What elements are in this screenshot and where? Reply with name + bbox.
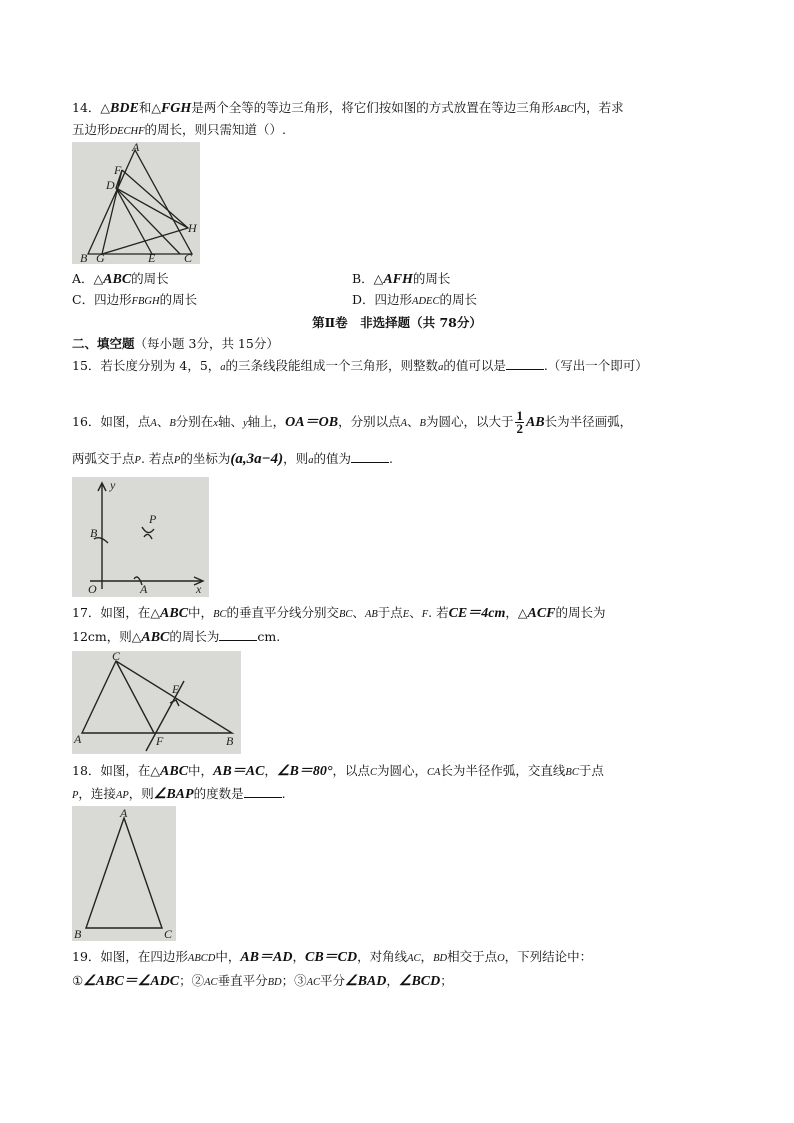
q19-line2: ①∠ABC＝∠ADC；②AC垂直平分BD；③AC平分∠BAD，∠BCD； [72, 973, 453, 989]
q18-line2: P，连接AP，则∠BAP的度数是 . [72, 786, 286, 802]
q17-line2: 12cm，则△ABC的周长为 cm. [72, 629, 281, 645]
q17-figure [72, 651, 241, 754]
q18-label-A: A [120, 806, 128, 820]
q14-option-a[interactable]: A．△ABC的周长 [72, 271, 169, 287]
q18-answer-blank[interactable] [244, 785, 282, 798]
q19-line1: 19．如图，在四边形ABCD中，AB＝AD，CB＝CD，对角线AC，BD相交于点O，下列结论中： [72, 949, 593, 965]
q14-figure [72, 142, 200, 264]
q16-label-O: O [88, 582, 97, 596]
q14-label-E: E [148, 251, 156, 264]
q16-label-B: B [90, 526, 98, 540]
q14-label-C: C [184, 251, 193, 264]
q17-triangle-diagram [72, 651, 241, 754]
q16-line1: 16．如图，点A、B分别在x轴、y轴上，OA＝OB，分别以点A、B为圆心，以大于 $\frac{1}{2}$ AB长为半径画弧， [72, 408, 633, 436]
q14-label-H: H [188, 221, 197, 235]
q14-label-A: A [132, 142, 140, 154]
q14-label-G: G [96, 251, 105, 264]
q16-label-A: A [140, 582, 148, 596]
section-title: 第Ⅱ卷 非选择题（共 78分） [312, 315, 482, 330]
q16-fraction: $\frac{1}{2}$ [516, 408, 523, 436]
q15-text: 15．若长度分别为 4，5，a的三条线段能组成一个三角形，则整数a的值可以是 .（写出一个即可） [72, 358, 648, 373]
q18-figure [72, 806, 176, 941]
q17-line1: 17．如图，在△ABC中，BC的垂直平分线分别交BC、AB于点E、F. 若CE＝4cm，△ACF的周长为 [72, 605, 606, 621]
q17-label-C: C [112, 651, 121, 663]
q15-answer-blank[interactable] [506, 357, 544, 370]
q16-line2: 两弧交于点P. 若点P的坐标为(a,3a−4)，则a的值为 . [72, 451, 393, 467]
q18-line1: 18．如图，在△ABC中，AB＝AC，∠B＝80°，以点C为圆心，CA长为半径作弧，交直线BC于点 [72, 763, 604, 779]
q14-option-c[interactable]: C．四边形FBGH的周长 [72, 292, 198, 307]
q14-option-b[interactable]: B．△AFH的周长 [352, 271, 451, 287]
q16-figure [72, 477, 209, 597]
q14-label-F: F [114, 163, 122, 177]
q14-triangle-diagram [72, 142, 200, 264]
q14-option-d[interactable]: D．四边形ADEC的周长 [352, 292, 477, 307]
q16-label-y: y [110, 478, 116, 492]
q18-triangle-diagram [72, 806, 176, 941]
q17-label-F: F [156, 734, 164, 748]
q14-line1: 14．△BDE和△FGH是两个全等的等边三角形，将它们按如图的方式放置在等边三角形ABC内，若求 [72, 100, 624, 116]
q18-label-B: B [74, 927, 82, 941]
q17-answer-blank[interactable] [219, 628, 257, 641]
q16-answer-blank[interactable] [351, 450, 389, 463]
fill-in-heading: 二、填空题（每小题 3分，共 15分） [72, 336, 279, 351]
q16-label-P: P [149, 512, 157, 526]
q18-label-C: C [164, 927, 173, 941]
q14-line2: 五边形DECHF的周长，则只需知道（）. [72, 122, 286, 137]
q17-label-A: A [74, 732, 82, 746]
q14-label-D: D [106, 178, 115, 192]
q16-label-x: x [196, 582, 202, 596]
q17-label-E: E [172, 682, 180, 696]
q16-coordinate-diagram [72, 477, 209, 597]
q14-label-B: B [80, 251, 88, 264]
q17-label-B: B [226, 734, 234, 748]
